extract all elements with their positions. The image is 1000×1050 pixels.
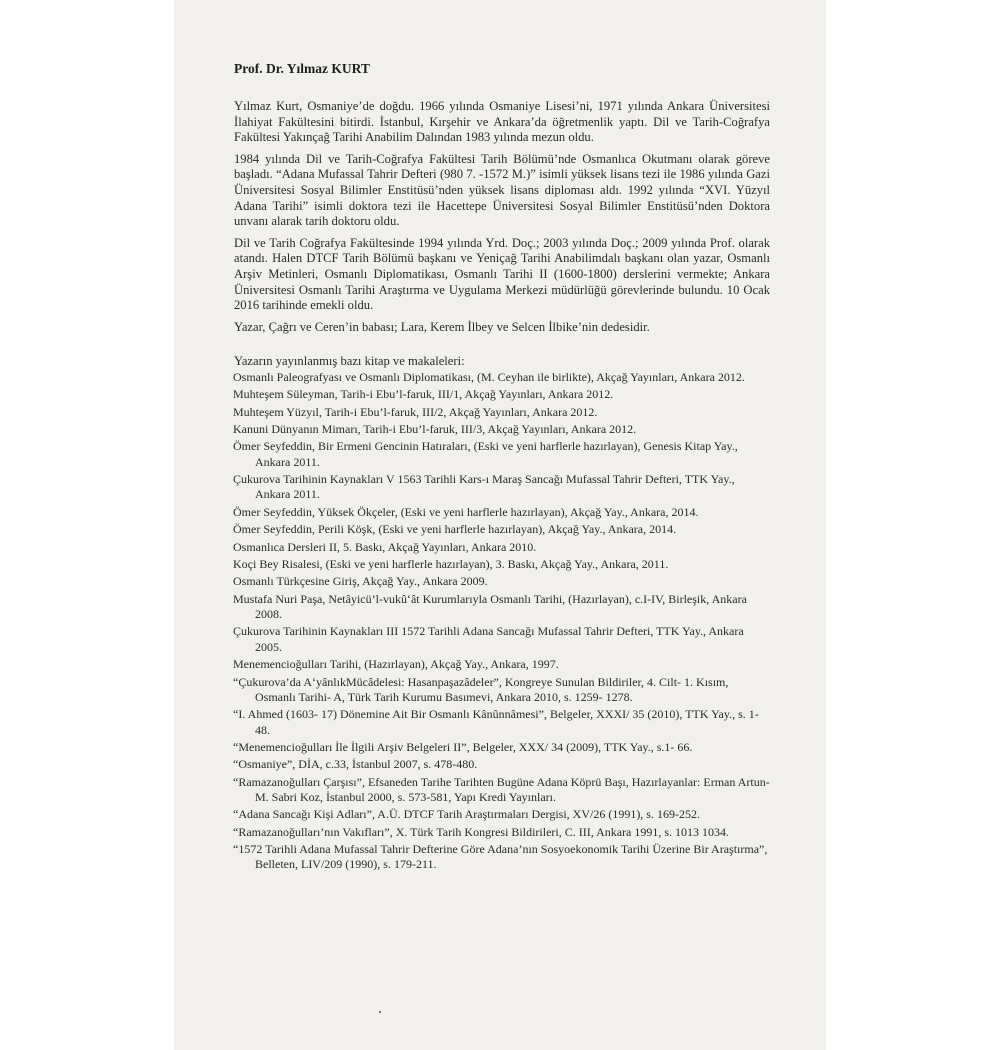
bio-paragraph: Yazar, Çağrı ve Ceren’in babası; Lara, Kerem İlbey ve Selcen İlbike’nin dedesidir. [234,319,650,334]
publication-item: Osmanlı Türkçesine Giriş, Akçağ Yay., Ankara 2009. [233,574,488,589]
document-page [174,0,826,1050]
bio-paragraph: 1984 yılında Dil ve Tarih-Coğrafya Fakültesi Tarih Bölümü’nde Osmanlıca Okutmanı olarak göreve başladı. “Adana Mufassal Tahrir Defteri (980 7. -1572 M.)” isimli yüksek lisans tezi ile 1986 yılında Gazi Üniversitesi Sosyal Bilimler Enstitüsü’nden yüksek lisans diploması aldı. 1992 yılında “XVI. Yüzyıl Adana Tarihi” isimli doktora tezi ile Hacettepe Üniversitesi Sosyal Bilimler Enstitüsü’nden Doktora unvanı alarak tarih doktoru oldu. [234,151,770,229]
publication-item: Mustafa Nuri Paşa, Netâyicü’l-vukû‘ât Kurumlarıyla Osmanlı Tarihi, (Hazırlayan), c.I-IV, Birleşik, Ankara 2008. [233,591,747,622]
publication-item: Ömer Seyfeddin, Perili Köşk, (Eski ve yeni harflerle hazırlayan), Akçağ Yay., Ankara, 2014. [233,522,677,537]
publication-item: Ömer Seyfeddin, Bir Ermeni Gencinin Hatıraları, (Eski ve yeni harflerle hazırlayan), Genesis Kitap Yay., Ankara 2011. [233,439,738,469]
publication-item: Menemencioğulları Tarihi, (Hazırlayan), Akçağ Yay., Ankara, 1997. [233,657,559,672]
publication-item: Ömer Seyfeddin, Yüksek Ökçeler, (Eski ve yeni harflerle hazırlayan), Akçağ Yay., Ankara, 2014. [233,504,699,519]
author-title: Prof. Dr. Yılmaz KURT [234,61,370,76]
page-content [234,61,770,875]
publication-item: “I. Ahmed (1603- 17) Dönemine Ait Bir Osmanlı Kânûnnâmesi”, Belgeler, XXXI/ 35 (2010), TTK Yay., s. 1- 48. [233,707,759,737]
publications-list [233,370,771,873]
publication-item: “1572 Tarihli Adana Mufassal Tahrir Defterine Göre Adana’nın Sosyoekonomik Tarihi Üzerine Bir Araştırma”, Belleten, LIV/209 (1990), s. 179-211. [233,842,768,872]
page-mark [379,1011,381,1013]
publication-item: “Ramazanoğulları Çarşısı”, Efsaneden Tarihe Tarihten Bugüne Adana Köprü Başı, Hazırlayanlar: Erman Artun-M. Sabri Koz, İstanbul 2000, s. 573-581, Yapı Kredi Yayınları. [233,774,770,805]
publication-item: “Osmaniye”, DİA, c.33, İstanbul 2007, s. 478-480. [233,757,478,772]
publication-item: “Ramazanoğulları’nın Vakıfları”, X. Türk Tarih Kongresi Bildirileri, C. III, Ankara 1991, s. 1013 1034. [233,824,730,839]
publication-item: Kanuni Dünyanın Mimarı, Tarih-i Ebu’l-faruk, III/3, Akçağ Yayınları, Ankara 2012. [233,422,637,437]
publication-item: Koçi Bey Risalesi, (Eski ve yeni harflerle hazırlayan), 3. Baskı, Akçağ Yay., Ankara, 2011. [233,557,669,572]
bio-paragraph: Dil ve Tarih Coğrafya Fakültesinde 1994 yılında Yrd. Doç.; 2003 yılında Doç.; 2009 yılında Prof. olarak atandı. Halen DTCF Tarih Bölümü başkanı ve Yeniçağ Tarihi Anabilimdalı başkanı olan yazar, Osmanlı Arşiv Metinleri, Osmanlı Diplomatikası, Osmanlı Tarihi II (1600-1800) derslerini vermekte; Ankara Üniversitesi Osmanlı Tarihi Araştırma ve Uygulama Merkezi müdürlüğü görevlerinde bulundu. 10 Ocak 2016 tarihinde emekli oldu. [234,235,770,313]
publications-heading: Yazarın yayınlanmış bazı kitap ve makaleleri: [234,354,465,369]
publication-item: Osmanlıca Dersleri II, 5. Baskı, Akçağ Yayınları, Ankara 2010. [233,539,537,554]
publication-item: Muhteşem Yüzyıl, Tarih-i Ebu’l-faruk, III/2, Akçağ Yayınları, Ankara 2012. [233,404,598,419]
publication-item: “Menemencioğulları İle İlgili Arşiv Belgeleri II”, Belgeler, XXX/ 34 (2009), TTK Yay., s.1- 66. [233,739,693,754]
bio-paragraph: Yılmaz Kurt, Osmaniye’de doğdu. 1966 yılında Osmaniye Lisesi’ni, 1971 yılında Ankara Üniversitesi İlahiyat Fakültesini bitirdi. İstanbul, Kırşehir ve Ankara’da öğretmenlik yaptı. Dil ve Tarih-Coğrafya Fakültesi Yakınçağ Tarihi Anabilim Dalından 1983 yılında mezun oldu. [234,99,770,145]
publication-item: Çukurova Tarihinin Kaynakları V 1563 Tarihli Kars-ı Maraş Sancağı Mufassal Tahrir Defteri, TTK Yay., Ankara 2011. [233,472,735,502]
publication-item: “Çukurova’da A‘yânlıkMücâdelesi: Hasanpaşazâdeler”, Kongreye Sunulan Bildiriler, 4. Cilt- 1. Kısım, Osmanlı Tarihi- A, Türk Tarih Kurumu Basımevi, Ankara 2010, s. 1259- 1278. [233,674,729,704]
publication-item: Muhteşem Süleyman, Tarih-i Ebu’l-faruk, III/1, Akçağ Yayınları, Ankara 2012. [233,387,614,402]
publication-item: Çukurova Tarihinin Kaynakları III 1572 Tarihli Adana Sancağı Mufassal Tahrir Defteri, TTK Yay., Ankara 2005. [233,624,744,654]
publication-item: “Adana Sancağı Kişi Adları”, A.Ü. DTCF Tarih Araştırmaları Dergisi, XV/26 (1991), s. 169-252. [233,807,700,822]
publication-item: Osmanlı Paleografyası ve Osmanlı Diplomatikası, (M. Ceyhan ile birlikte), Akçağ Yayınları, Ankara 2012. [233,369,745,384]
